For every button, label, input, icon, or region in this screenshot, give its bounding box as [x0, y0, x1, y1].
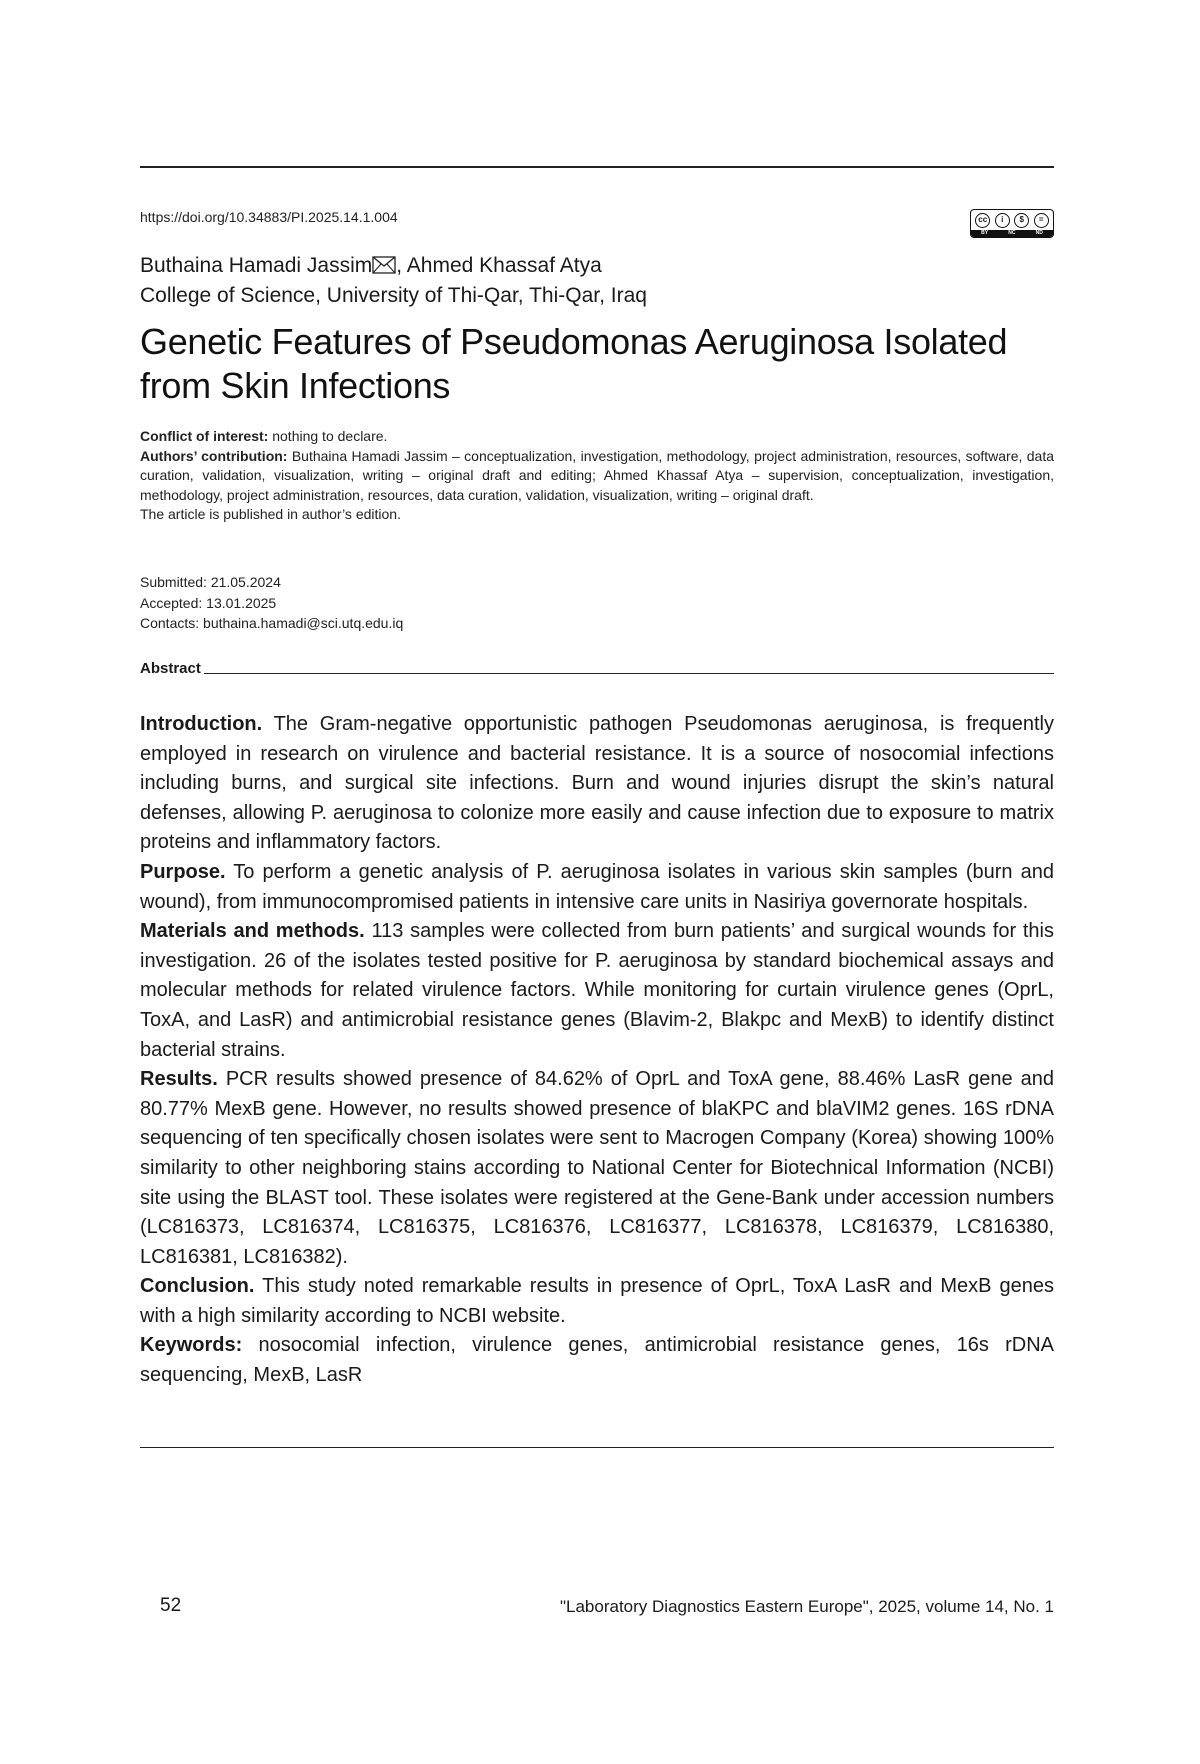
article-meta [140, 427, 1054, 525]
cc-license-badge[interactable] [970, 209, 1054, 238]
conflict-label: Conflict of interest: [140, 428, 269, 444]
abstract-body [140, 710, 1054, 1391]
doi-link[interactable]: https://doi.org/10.34883/PI.2025.14.1.004 [140, 209, 398, 225]
contribution-text: Buthaina Hamadi Jassim – conceptualization, investigation, methodology, project administration, resources, software, data curation, validation, visualization, writing – original draft and editing; Ahmed Khassaf Atya – supervision, conceptualization, investigation, methodology, project administration, resources, data curation, validation, visualization, writing – original draft. [140, 447, 1055, 503]
envelope-icon[interactable] [372, 256, 396, 274]
methods-label: Materials and methods. [140, 920, 365, 943]
by-icon: i [995, 213, 1010, 228]
abstract-methods [140, 917, 1054, 1065]
nd-icon: = [1034, 213, 1049, 228]
purpose-label: Purpose. [140, 860, 226, 883]
edition-note: The article is published in author’s edition. [140, 506, 401, 522]
conflict-text: nothing to declare. [268, 428, 388, 444]
author-separator: , [396, 254, 407, 277]
bottom-divider [140, 1447, 1054, 1448]
introduction-text: The Gram-negative opportunistic pathogen Pseudomonas aeruginosa, is frequently employed in research on virulence and bacterial resistance. It is a source of nosocomial infections including burns, and surgical site infections. Burn and wound injuries disrupt the skin’s natural defenses, allowing P. aeruginosa to colonize more easily and cause infection due to exposure to matrix proteins and inflammatory factors. [140, 713, 1054, 854]
cc-strip-by: BY [981, 230, 989, 236]
abstract-heading-rule [204, 673, 1054, 674]
introduction-label: Introduction. [140, 713, 263, 735]
conflict-of-interest [140, 427, 1054, 447]
submission-dates [140, 572, 403, 634]
results-text: PCR results showed presence of 84.62% of OprL and ToxA gene, 88.46% LasR gene and 80.77% MexB gene. However, no results showed presence of blaKPC and blaVIM2 genes. 16S rDNA sequencing of ten specifically chosen isolates were sent to Macrogen Company (Korea) showing 100% similarity to other neighboring stains according to National Center for Biotechnical Information (NCBI) site using the BLAST tool. These isolates were registered at the Gene-Bank under accession numbers (LC816373, LC816374, LC816375, LC816376, LC816377, LC816378, LC816379, LC816380, LC816381, LC816382). [140, 1068, 1054, 1268]
authors-line [140, 254, 602, 278]
cc-circles [973, 212, 1051, 229]
conclusion-label: Conclusion. [140, 1275, 255, 1298]
author-2: Ahmed Khassaf Atya [406, 254, 602, 277]
purpose-text: To perform a genetic analysis of P. aeruginosa isolates in various skin samples (burn and wound), from immunocompromised patients in intensive care units in Nasiriya governorate hospitals. [140, 860, 1054, 913]
abstract-results [140, 1065, 1054, 1272]
article-title: Genetic Features of Pseudomonas Aeruginosa Isolated from Skin Infections [140, 321, 1008, 406]
abstract-heading [140, 660, 1054, 677]
methods-text: 113 samples were collected from burn patients’ and surgical wounds for this investigation. 26 of the isolates tested positive for P. aeruginosa by standard biochemical assays and molecular methods for related virulence factors. While monitoring for curtain virulence genes (OprL, ToxA, and LasR) and antimicrobial resistance genes (Blavim-2, Blakpc and MexB) to identify distinct bacterial strains. [140, 920, 1054, 1061]
authors-contribution [140, 447, 1054, 506]
keywords-label: Keywords: [140, 1334, 243, 1357]
contacts[interactable]: Contacts: buthaina.hamadi@sci.utq.edu.iq [140, 615, 404, 631]
abstract-keywords [140, 1331, 1054, 1390]
contribution-label: Authors’ contribution: [140, 447, 288, 464]
author-1: Buthaina Hamadi Jassim [140, 254, 373, 277]
cc-strip-nc: NC [1008, 230, 1016, 236]
accepted-date: Accepted: 13.01.2025 [140, 594, 277, 611]
abstract-introduction [140, 710, 1054, 858]
keywords-text: nosocomial infection, virulence genes, antimicrobial resistance genes, 16s rDNA sequencing, MexB, LasR [140, 1334, 1054, 1387]
cc-strip [971, 230, 1053, 237]
page-number: 52 [160, 1595, 182, 1616]
journal-citation: "Laboratory Diagnostics Eastern Europe", 2025, volume 14, No. 1 [559, 1597, 1054, 1616]
top-divider [140, 166, 1054, 168]
nc-icon: $ [1014, 213, 1029, 228]
conclusion-text: This study noted remarkable results in presence of OprL, ToxA LasR and MexB genes with a high similarity according to NCBI website. [140, 1275, 1054, 1327]
submitted-date: Submitted: 21.05.2024 [140, 574, 281, 590]
cc-strip-nd: ND [1035, 230, 1043, 236]
abstract-conclusion [140, 1272, 1054, 1331]
results-label: Results. [140, 1068, 218, 1091]
affiliation: College of Science, University of Thi-Qar, Thi-Qar, Iraq [140, 284, 647, 307]
abstract-heading-label: Abstract [140, 660, 201, 677]
article-page [140, 0, 1054, 1764]
abstract-purpose [140, 858, 1054, 917]
cc-icon: cc [975, 213, 990, 228]
